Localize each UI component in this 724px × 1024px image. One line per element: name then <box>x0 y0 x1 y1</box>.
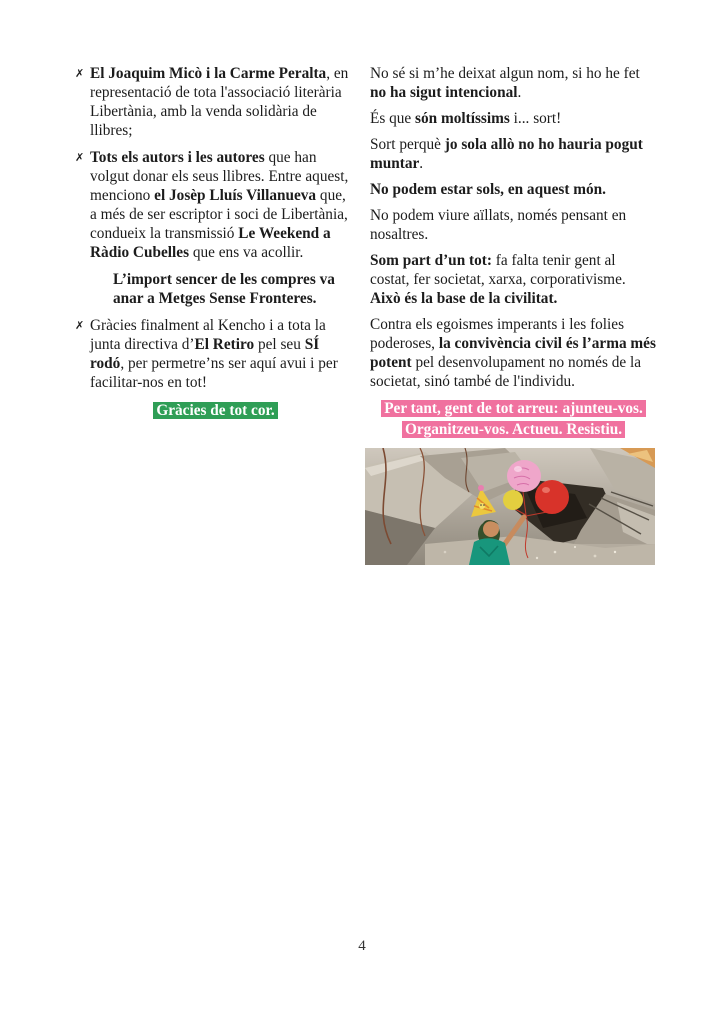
text: , per permetre’ns ser aquí avui i per facilitar-nos en tot! <box>90 355 338 391</box>
bold-text: Som part d’un tot: <box>370 252 492 269</box>
text: pel seu <box>254 336 305 353</box>
bold-text: Le Weekend a Ràdio Cubelles <box>90 225 331 261</box>
bullet-text <box>90 64 356 140</box>
bullet-item <box>75 148 356 262</box>
text: Gràcies finalment al Kencho i a tota la junta directiva d’ <box>90 317 326 353</box>
bullet-item <box>75 316 356 392</box>
paragraph <box>370 135 657 173</box>
bullet-x-marker: ✗ <box>75 151 85 164</box>
text: Contra els egoismes imperants i les folies poderoses, <box>370 316 625 352</box>
rubble-scene-illustration <box>365 448 655 565</box>
text: pel desenvolupament no només de la societat, sinó també de l'individu. <box>370 354 642 390</box>
bullet-text <box>90 148 356 262</box>
bold-text: L’import sencer de les compres va anar a Metges Sense Fronteres. <box>113 271 335 307</box>
bullet-x-marker: ✗ <box>75 319 85 332</box>
green-highlight-block <box>75 400 356 421</box>
highlighted-text-line: Organitzeu-vos. Actueu. Resistiu. <box>402 421 625 438</box>
text: No sé si m’he deixat algun nom, si ho he fet <box>370 65 640 82</box>
bold-text: la convivència civil és l’arma més potent <box>370 335 656 371</box>
bold-text: No podem estar sols, en aquest món. <box>370 181 606 198</box>
text: que ens va acollir. <box>189 244 304 261</box>
bold-text: són moltíssims <box>415 110 510 127</box>
bold-text: SÍ rodó <box>90 336 320 372</box>
bold-text: el Josèp Lluís Villanueva <box>154 187 317 204</box>
text: . <box>517 84 522 101</box>
page-number: 4 <box>358 938 366 954</box>
photo-girl-balloons-rubble <box>365 448 655 565</box>
bold-text: El Joaquim Micò i la Carme Peralta <box>90 65 327 82</box>
bold-text: no ha sigut intencional <box>370 84 518 101</box>
paragraph <box>370 315 657 391</box>
text: i... sort! <box>509 110 562 127</box>
paragraph <box>370 109 657 128</box>
paragraph <box>370 206 657 244</box>
text: que han volgut donar els seus llibres. Entre aquest, menciono <box>90 149 349 204</box>
text: fa falta tenir gent al costat, fer societat, xarxa, corporativisme. <box>370 252 626 288</box>
highlighted-text-line: Per tant, gent de tot arreu: ajunteu-vos. <box>381 400 646 417</box>
bold-text: El Retiro <box>194 336 255 353</box>
paragraph <box>370 64 657 102</box>
paragraph <box>370 251 657 308</box>
right-column-blocks <box>370 64 657 440</box>
right-column <box>370 64 657 565</box>
left-column <box>75 64 356 429</box>
text: Sort perquè <box>370 136 445 153</box>
text: que, a més de ser escriptor i soci de Libertània, condueix la transmissió <box>90 187 348 242</box>
text: No podem viure aïllats, només pensant en nosaltres. <box>370 207 627 243</box>
bold-text: Tots els autors i les autores <box>90 149 265 166</box>
highlighted-text-line: Gràcies de tot cor. <box>153 402 277 419</box>
bullet-x-marker: ✗ <box>75 67 85 80</box>
bullet-text <box>90 316 356 392</box>
paragraph <box>370 180 657 199</box>
indented-bold-paragraph <box>113 270 356 308</box>
bullet-item <box>75 64 356 140</box>
pink-highlight-block <box>370 398 657 440</box>
text: És que <box>370 110 416 127</box>
bold-text: jo sola allò no ho hauria pogut muntar <box>370 136 643 172</box>
bold-text: Això és la base de la civilitat. <box>370 290 558 307</box>
text: . <box>419 155 424 172</box>
text: , en representació de tota l'associació literària Libertània, amb la venda solidària de llibres; <box>90 65 349 139</box>
